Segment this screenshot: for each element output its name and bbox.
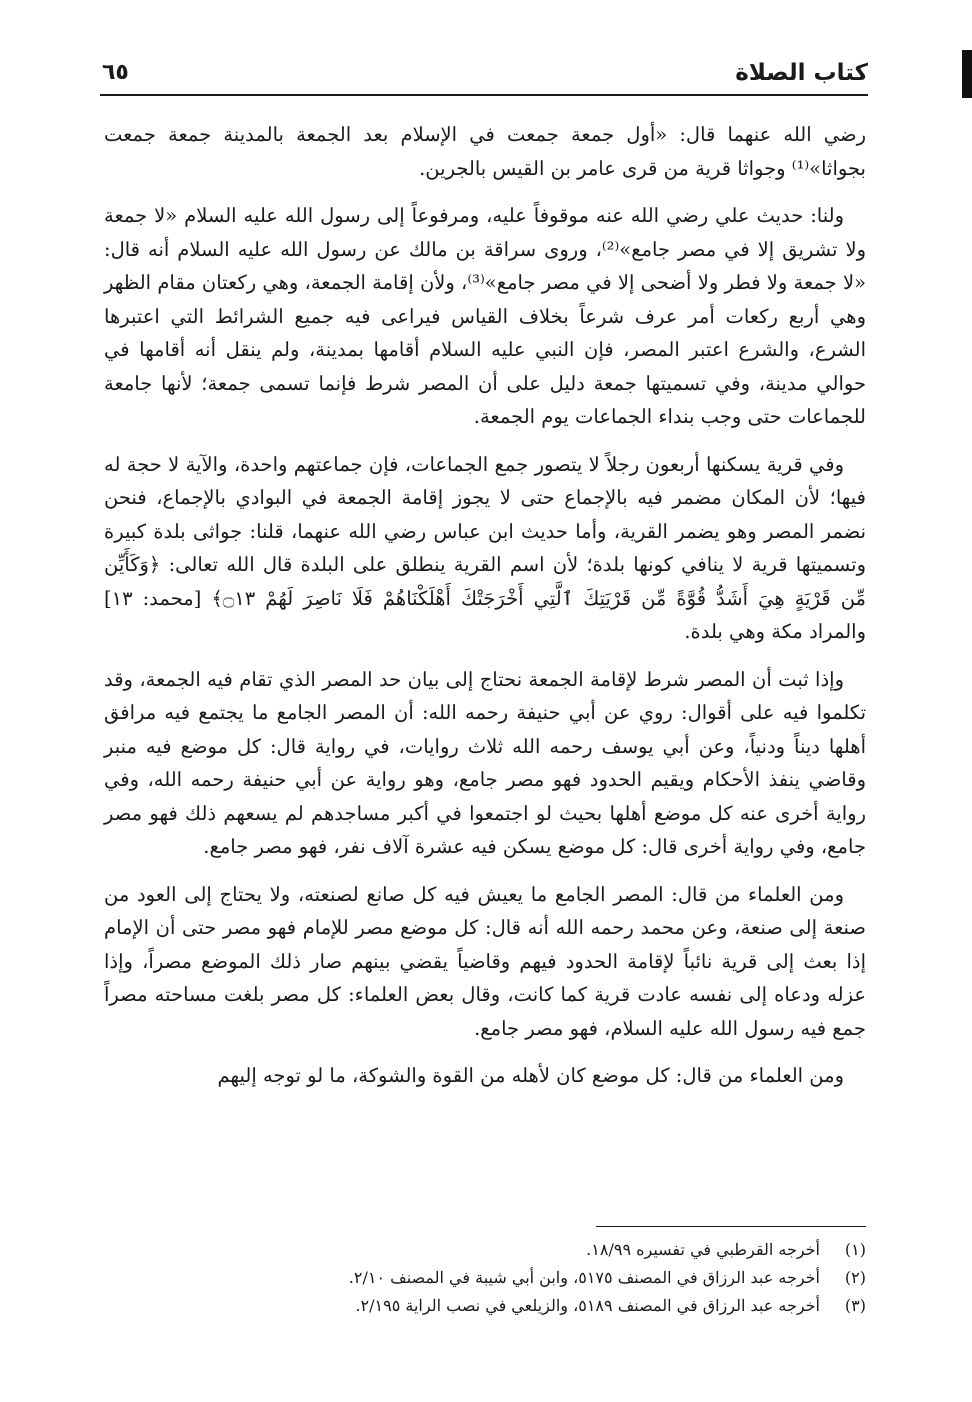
footnote-text: أخرجه القرطبي في تفسيره ١٨/٩٩.: [586, 1240, 820, 1259]
page-edge-mark: [962, 50, 972, 98]
footnote-text: أخرجه عبد الرزاق في المصنف ٥١٧٥، وابن أبي شيبة في المصنف ٢/١٠.: [348, 1268, 820, 1287]
page-header: [100, 58, 868, 96]
footnote-text: أخرجه عبد الرزاق في المصنف ٥١٨٩، والزيلعي في نصب الراية ٢/١٩٥.: [355, 1296, 820, 1315]
footnote: [104, 1292, 866, 1320]
footnote-divider: [596, 1226, 866, 1227]
paragraph: وفي قرية يسكنها أربعون رجلاً لا يتصور جمع الجماعات، فإن جماعتهم واحدة، والآية لا حجة له فيها؛ لأن المكان مضمر فيه بالإجماع حتى لا يجوز إقامة الجمعة في البوادي بالإجماع، فنحن نضمر المصر وهو يضمر القرية، وأما حديث ابن عباس رضي الله عنهما، قلنا: جواثى بلدة كبيرة وتسميتها قرية لا ينافي كونها بلدة؛ لأن اسم القرية ينطلق على البلدة قال الله تعالى: ﴿وَكَأَيِّن مِّن قَرْيَةٍ هِيَ أَشَدُّ قُوَّةً مِّن قَرْيَتِكَ ٱلَّتِي أَخْرَجَتْكَ أَهْلَكْنَاهُمْ فَلَا نَاصِرَ لَهُمْ ۝١٣﴾ [محمد: ١٣] والمراد مكة وهي بلدة.: [104, 452, 866, 643]
footnote: [104, 1264, 866, 1292]
book-title: كتاب الصلاة: [735, 60, 868, 86]
body-text: [104, 118, 866, 1107]
footnote-number: (٢): [844, 1268, 866, 1287]
paragraph: ومن العلماء من قال: المصر الجامع ما يعيش فيه كل صانع لصنعته، ولا يحتاج إلى العود من صنعة إلى صنعة، وعن محمد رحمه الله أنه قال: كل موضع مصر للإمام فهو مصر حتى أن الإمام إذا بعث إلى قرية نائباً لإقامة الحدود فيهم وقاضياً يقضي بينهم صار ذلك الموضع مصراً، وإذا عزله ودعاه إلى نفسه عادت قرية كما كانت، وقال بعض العلماء: كل مصر بلغت مساحته مصراً جمع فيه رسول الله عليه السلام، فهو مصر جامع.: [104, 882, 866, 1040]
footnote-number: (١): [844, 1240, 866, 1259]
paragraph: ومن العلماء من قال: كل موضع كان لأهله من القوة والشوكة، ما لو توجه إليهم: [217, 1064, 844, 1087]
paragraph: وإذا ثبت أن المصر شرط لإقامة الجمعة نحتاج إلى بيان حد المصر الذي تقام فيه الجمعة، وقد تكلموا فيه على أقوال: روي عن أبي حنيفة رحمه الله: أن المصر الجامع ما يجتمع فيه مرافق أهلها ديناً ودنياً، وعن أبي يوسف رحمه الله ثلاث روايات، في رواية قال: كل موضع فيه منبر وقاضي ينفذ الأحكام ويقيم الحدود فهو مصر جامع، وهو رواية عن أبي حنيفة رحمه الله، وفي رواية أخرى عنه كل موضع أهلها بحيث لو اجتمعوا في أكبر مساجدهم لم يسعهم ذلك فهو مصر جامع، وفي رواية أخرى قال: كل موضع يسكن فيه عشرة آلاف نفر، فهو مصر جامع.: [104, 667, 866, 858]
paragraph: ولنا: حديث علي رضي الله عنه موقوفاً عليه، ومرفوعاً إلى رسول الله عليه السلام «لا جمعة ولا تشريق إلا في مصر جامع»⁽²⁾، وروى سراقة بن مالك عن رسول الله عليه السلام أنه قال: «لا جمعة ولا فطر ولا أضحى إلا في مصر جامع»⁽³⁾، ولأن إقامة الجمعة، وهي ركعتان مقام الظهر وهي أربع ركعات أمر عرف شرعاً بخلاف القياس فيراعى فيه جميع الشرائط التي اعتبرها الشرع، والشرع اعتبر المصر، فإن النبي عليه السلام أقامها بمدينة، ولم ينقل أنه أقامها في حوالي مدينة، وفي تسميتها جمعة دليل على أن المصر شرط فإنما تسمى جمعة؛ لأنها جامعة للجماعات حتى وجب بنداء الجماعات يوم الجمعة.: [104, 204, 867, 428]
footnote: [104, 1236, 866, 1264]
paragraph: رضي الله عنهما قال: «أول جمعة جمعت في الإسلام بعد الجمعة بالمدينة جمعة جمعت بجواثا»⁽¹⁾ وجواثا قرية من قرى عامر بن القيس بالجرين.: [104, 123, 866, 180]
footnotes: [104, 1236, 866, 1320]
page-number: ٦٥: [102, 60, 129, 85]
footnote-number: (٣): [844, 1296, 866, 1315]
